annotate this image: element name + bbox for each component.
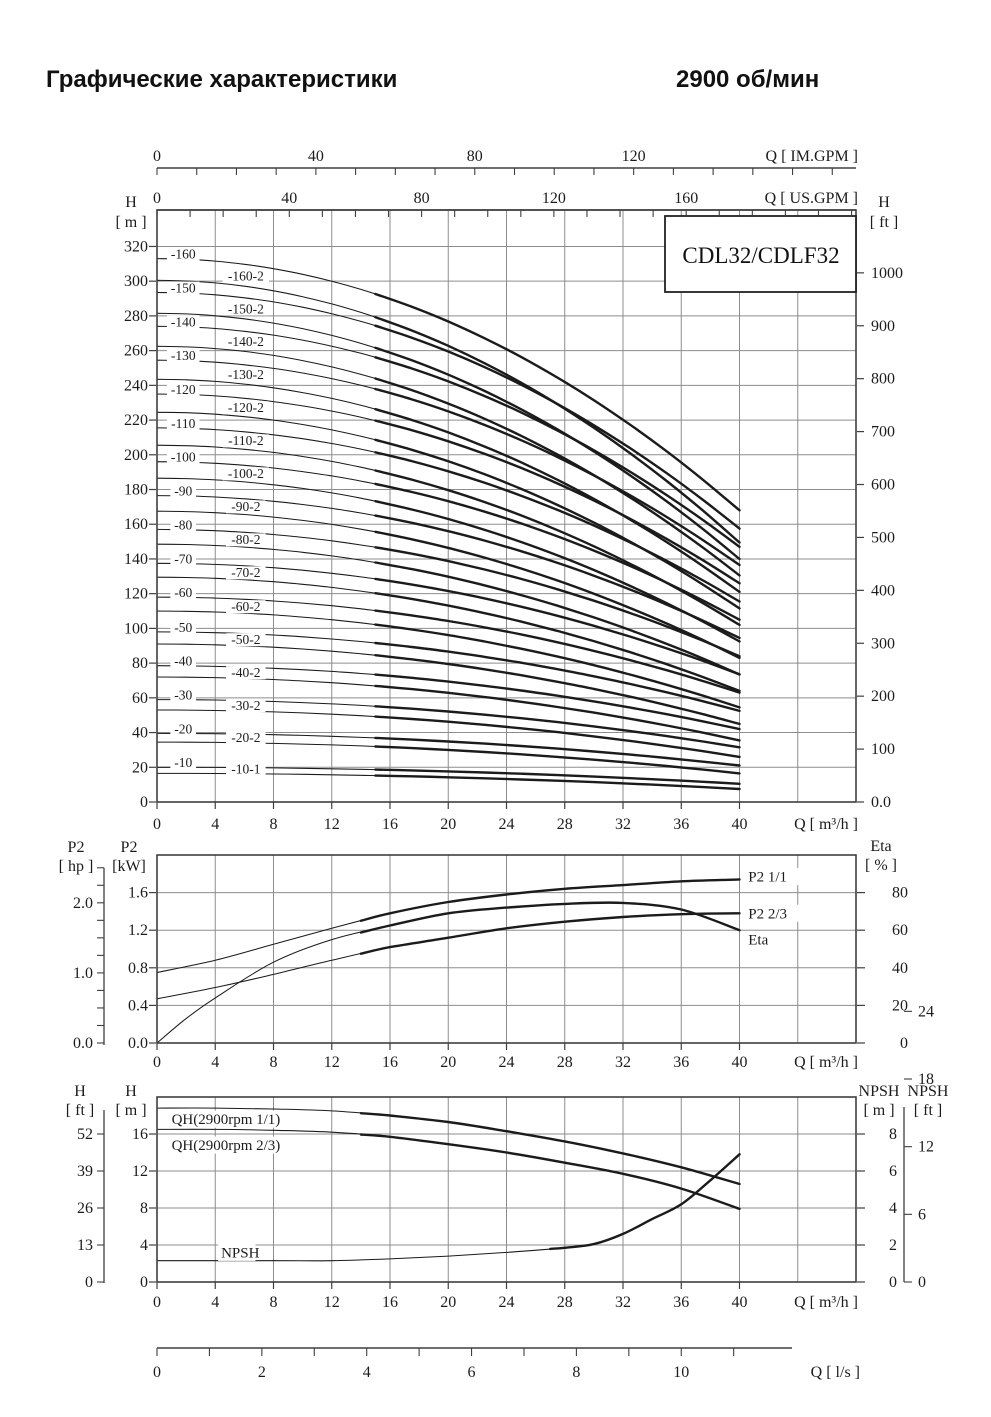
gpm-tick-label: 0: [153, 148, 161, 165]
eta-axis: [857, 838, 908, 1052]
hp-axis: [59, 839, 104, 1052]
h-ft-tick-label: 300: [871, 635, 895, 653]
gpm-tick-label: 40: [307, 148, 324, 165]
ls-axis: [153, 1348, 860, 1381]
x-tick-label: 28: [556, 1294, 573, 1311]
x-tick-label: 12: [323, 816, 340, 833]
qh-x-axis: [153, 1282, 858, 1311]
hp-axis-unit: [ hp ]: [58, 858, 94, 875]
pump-curve-bold--10-1: [375, 776, 739, 789]
curve-label--90-2: -90-2: [231, 499, 261, 515]
h-m-tick-label: 160: [124, 516, 148, 534]
curve-label--80-2: -80-2: [231, 532, 261, 548]
curve-bold-NPSH: [550, 1154, 739, 1249]
pump-curve-bold--20: [375, 738, 739, 766]
x-tick-label: 24: [498, 1294, 515, 1311]
curve-label--50: -50: [174, 619, 193, 635]
h-m-tick-label: 0: [140, 794, 148, 811]
npsh-ft-axis-title: NPSH: [907, 1083, 949, 1100]
curve-label--120-2: -120-2: [227, 400, 264, 416]
gpm-unit-label: Q [ US.GPM ]: [764, 190, 858, 207]
ls-tick-label: 0: [153, 1364, 161, 1381]
h-ft-tick-label: 1000: [871, 264, 903, 282]
curve-label--40: -40: [174, 653, 193, 669]
curve-label--80: -80: [174, 517, 193, 533]
qh-ft-axis: [66, 1083, 104, 1291]
hq-x-axis: [153, 802, 858, 833]
ls-tick-label: 4: [362, 1364, 371, 1381]
eta-axis-unit: [ % ]: [865, 857, 897, 874]
h-m-tick-label: 80: [132, 655, 148, 673]
qh-npsh-chart: [66, 1003, 949, 1311]
curve-label-NPSH: NPSH: [221, 1245, 260, 1262]
h-m-tick-label: 200: [124, 446, 148, 464]
x-tick-label: 20: [440, 1294, 457, 1311]
curve-label--140-2: -140-2: [227, 334, 264, 350]
pump-curve-bold--130: [375, 389, 739, 565]
curve-label--60: -60: [174, 585, 193, 601]
h-m-tick-label: 220: [124, 412, 148, 430]
qh-annotations: [169, 1111, 290, 1262]
power-chart: [59, 838, 908, 1071]
h-ft-tick-label: 500: [871, 529, 895, 547]
x-tick-label: 40: [731, 816, 748, 833]
x-tick-label: 20: [440, 816, 457, 833]
x-tick-label: 0: [153, 1054, 161, 1071]
qh-ft-tick-label: 26: [77, 1200, 93, 1217]
qh-m-axis-unit: [ m ]: [115, 1102, 147, 1119]
x-tick-label: 24: [498, 1054, 515, 1071]
pump-curve-bold--140-2: [375, 379, 739, 576]
curve-label--50-2: -50-2: [231, 631, 261, 647]
curve-label--90: -90: [174, 483, 193, 499]
x-tick-label: 24: [498, 816, 515, 833]
x-tick-label: 0: [153, 1294, 161, 1311]
h-ft-axis-unit: [ ft ]: [869, 214, 899, 231]
qh-m-axis: [115, 1083, 156, 1291]
x-tick-label: 4: [211, 816, 220, 833]
x-tick-label: 0: [153, 816, 161, 833]
gpm-tick-label: 40: [281, 190, 298, 207]
x-tick-label: 8: [269, 1294, 278, 1311]
eta-tick-label: 40: [892, 959, 908, 977]
x-tick-label: 12: [323, 1294, 340, 1311]
hq-chart: [115, 194, 903, 833]
curve-label-QH(2900rpm-1/1): QH(2900rpm 1/1): [171, 1112, 281, 1129]
ls-tick-label: 10: [673, 1364, 690, 1381]
curve-label--40-2: -40-2: [231, 664, 261, 680]
curve-label--110-2: -110-2: [228, 433, 264, 449]
x-tick-label: 32: [615, 1294, 631, 1311]
npsh-ft-axis: [904, 1003, 949, 1291]
eta-axis-title: Eta: [870, 838, 892, 855]
x-tick-label: 28: [556, 816, 573, 833]
kw-tick-label: 1.6: [128, 884, 148, 902]
h-ft-tick-label: 0.0: [871, 794, 891, 811]
npsh-m-tick-label: 4: [889, 1200, 897, 1217]
h-m-tick-label: 140: [124, 550, 148, 568]
curve-label--140: -140: [170, 314, 196, 330]
h-m-tick-label: 120: [124, 585, 148, 603]
curve-label--100-2: -100-2: [227, 466, 264, 482]
h-m-tick-label: 260: [124, 342, 148, 360]
h-ft-tick-label: 700: [871, 423, 895, 441]
x-tick-label: 16: [382, 816, 398, 833]
x-tick-label: 16: [382, 1294, 398, 1311]
qh-m-tick-label: 16: [132, 1126, 148, 1143]
ls-tick-label: 8: [572, 1364, 581, 1381]
x-tick-label: 36: [673, 816, 690, 833]
page-title: Графические характеристики: [46, 66, 398, 93]
h-m-tick-label: 280: [124, 307, 148, 325]
curve-label--110: -110: [171, 415, 196, 431]
hp-axis-title: P2: [67, 839, 85, 856]
hp-tick-label: 2.0: [73, 894, 93, 912]
curve-label-P2-1/1: P2 1/1: [748, 869, 788, 886]
kw-axis-title: P2: [120, 839, 138, 856]
curve-label--150: -150: [170, 280, 196, 296]
x-tick-label: 32: [615, 816, 631, 833]
qh-m-tick-label: 12: [132, 1163, 148, 1180]
npsh-ft-tick-label: 0: [918, 1274, 926, 1291]
npsh-ft-tick-label: 18: [918, 1071, 934, 1089]
curve-label--120: -120: [170, 381, 196, 397]
hp-tick-label: 1.0: [73, 964, 93, 982]
gpm-tick-label: 160: [674, 190, 699, 207]
npsh-ft-tick-label: 6: [918, 1206, 926, 1224]
h-ft-tick-label: 200: [871, 688, 895, 706]
curve-label--160: -160: [170, 246, 196, 262]
x-tick-label: 40: [731, 1054, 748, 1071]
qh-m-tick-label: 4: [140, 1237, 148, 1254]
qh-m-axis-title: H: [125, 1083, 137, 1100]
curve-label--10: -10: [174, 755, 193, 771]
curve-label--30-2: -30-2: [231, 697, 261, 713]
h-ft-tick-label: 800: [871, 370, 895, 388]
gpm-unit-label: Q [ IM.GPM ]: [765, 148, 858, 165]
hq-y-right: [857, 194, 903, 811]
curve-label--130: -130: [170, 348, 196, 364]
qh-m-tick-label: 8: [140, 1200, 148, 1217]
h-m-tick-label: 60: [132, 689, 148, 707]
npsh-m-axis-unit: [ m ]: [863, 1102, 895, 1119]
eta-tick-label: 60: [892, 922, 908, 940]
x-tick-label: 40: [731, 1294, 748, 1311]
qh-ft-tick-label: 52: [77, 1126, 93, 1143]
curve-label--70: -70: [174, 551, 193, 567]
h-ft-tick-label: 600: [871, 476, 895, 494]
npsh-m-axis: [857, 1083, 900, 1291]
kw-tick-label: 1.2: [128, 922, 148, 940]
qh-ft-tick-label: 0: [85, 1274, 93, 1291]
x-tick-label: 8: [269, 1054, 278, 1071]
power-annotations: [745, 868, 805, 948]
us_gpm-axis: [153, 190, 858, 217]
npsh-m-tick-label: 0: [889, 1274, 897, 1291]
flow-unit-label: Q [ m³/h ]: [794, 816, 858, 833]
npsh-m-tick-label: 2: [889, 1237, 897, 1254]
curve-label-QH(2900rpm-2/3): QH(2900rpm 2/3): [171, 1138, 281, 1155]
npsh-ft-axis-unit: [ ft ]: [913, 1102, 943, 1119]
qh-ft-tick-label: 39: [77, 1163, 93, 1180]
h-ft-tick-label: 100: [871, 741, 895, 759]
curve-label--60-2: -60-2: [231, 598, 261, 614]
x-tick-label: 36: [673, 1054, 690, 1071]
im_gpm-axis: [153, 148, 858, 175]
x-tick-label: 4: [211, 1054, 220, 1071]
power-x-axis: [153, 1043, 858, 1071]
curve-label--30: -30: [174, 687, 193, 703]
h-m-tick-label: 100: [124, 620, 148, 638]
model-box: [665, 216, 856, 292]
qh-ft-axis-title: H: [74, 1083, 86, 1100]
npsh-m-tick-label: 6: [889, 1163, 897, 1180]
curve-label--130-2: -130-2: [227, 367, 264, 383]
pump-speed-label: 2900 об/мин: [676, 66, 820, 93]
h-m-tick-label: 240: [124, 377, 148, 395]
h-m-tick-label: 40: [132, 724, 148, 742]
curve-label--20-2: -20-2: [231, 730, 261, 746]
npsh-ft-tick-label: 12: [918, 1138, 934, 1156]
kw-tick-label: 0.8: [128, 959, 148, 977]
x-tick-label: 20: [440, 1054, 457, 1071]
x-tick-label: 32: [615, 1054, 631, 1071]
npsh-m-axis-title: NPSH: [858, 1083, 900, 1100]
gpm-tick-label: 120: [541, 190, 566, 207]
flow-unit-label: Q [ m³/h ]: [794, 1054, 858, 1071]
x-tick-label: 36: [673, 1294, 690, 1311]
flow-unit-label: Q [ m³/h ]: [794, 1294, 858, 1311]
h-ft-tick-label: 900: [871, 317, 895, 335]
curve-label-Eta: Eta: [748, 932, 769, 949]
h-m-tick-label: 320: [124, 238, 148, 256]
h-m-tick-label: 180: [124, 481, 148, 499]
x-tick-label: 12: [323, 1054, 340, 1071]
hp-tick-label: 0.0: [73, 1035, 93, 1052]
qh-m-tick-label: 0: [140, 1274, 148, 1291]
x-tick-label: 28: [556, 1054, 573, 1071]
gpm-tick-label: 80: [466, 148, 483, 165]
hq-y-left: [115, 194, 156, 811]
ls-tick-label: 6: [467, 1364, 476, 1381]
h-m-axis-title: H: [125, 194, 137, 211]
model-label: CDL32/CDLF32: [682, 243, 840, 268]
h-m-tick-label: 300: [124, 273, 148, 291]
eta-tick-label: 20: [892, 997, 908, 1015]
curve-label--100: -100: [170, 449, 196, 465]
kw-tick-label: 0.0: [128, 1035, 148, 1052]
h-m-axis-unit: [ m ]: [115, 214, 147, 231]
npsh-ft-tick-label: 24: [918, 1003, 934, 1021]
ls-unit-label: Q [ l/s ]: [810, 1364, 860, 1381]
pump-curve-bold--50: [375, 643, 739, 711]
curve-label--10-1: -10-1: [231, 761, 261, 777]
kw-tick-label: 0.4: [128, 997, 148, 1015]
gpm-tick-label: 0: [153, 190, 161, 207]
qh-ft-tick-label: 13: [77, 1237, 93, 1254]
h-m-tick-label: 20: [132, 759, 148, 777]
npsh-m-tick-label: 8: [889, 1126, 897, 1143]
gpm-tick-label: 80: [413, 190, 430, 207]
kw-axis-unit: [kW]: [112, 858, 146, 875]
x-tick-label: 16: [382, 1054, 398, 1071]
qh-ft-axis-unit: [ ft ]: [65, 1102, 95, 1119]
eta-tick-label: 0: [900, 1035, 908, 1052]
h-ft-tick-label: 400: [871, 582, 895, 600]
pump-curve-bold--160: [375, 294, 739, 510]
curve-label--20: -20: [174, 721, 193, 737]
curve-label--70-2: -70-2: [231, 565, 261, 581]
ls-tick-label: 2: [257, 1364, 266, 1381]
curve-label-P2-2/3: P2 2/3: [748, 906, 788, 923]
kw-axis: [112, 839, 156, 1052]
x-tick-label: 8: [269, 816, 278, 833]
gpm-tick-label: 120: [621, 148, 646, 165]
curve-label--160-2: -160-2: [227, 268, 264, 284]
curve-bold-QH(2900rpm-2/3): [361, 1135, 740, 1209]
curve-bold-QH(2900rpm-1/1): [361, 1113, 740, 1184]
h-ft-axis-title: H: [878, 194, 890, 211]
x-tick-label: 4: [211, 1294, 220, 1311]
curve-label--150-2: -150-2: [227, 301, 264, 317]
eta-tick-label: 80: [892, 884, 908, 902]
